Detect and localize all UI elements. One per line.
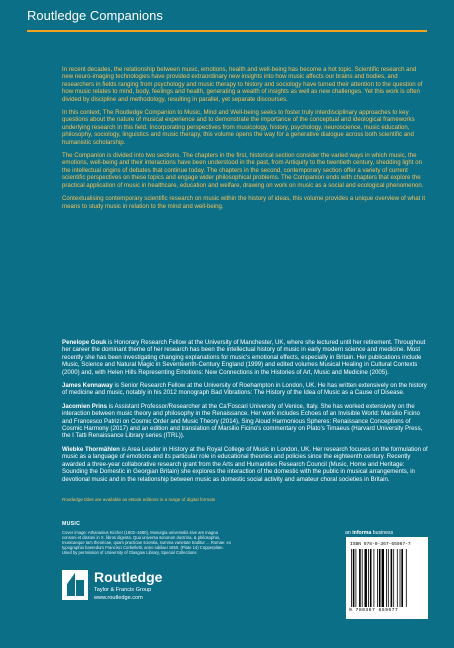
accent-rule (27, 30, 427, 32)
publisher-url[interactable]: www.routledge.com (94, 595, 143, 601)
blurb-paragraph: In recent decades, the relationship between music, emotions, health and well-being has become a hot topic. Scientific research and new neuro-imaging technologies have provided extraordinary new insights into how music affects our brains and bodies, and researchers in fields ranging from psychology and music therapy to history and sociology have turned their attention to the question of how music relates to mind, body, feelings and health, generating a wealth of insights as well as new challenges. Yet this work is often divided by discipline and methodology, resulting in parallel, yet separate discourses. (62, 66, 423, 103)
barcode-bar (379, 549, 381, 607)
barcode-bar (397, 549, 398, 607)
barcode-bar (386, 549, 387, 607)
barcode-bar (393, 549, 394, 607)
routledge-tower-icon (62, 570, 88, 600)
editor-bio (62, 382, 428, 397)
barcode-bar (382, 549, 384, 607)
editor-bio-text: is Area Leader in History at the Royal College of Music in London, UK. Her research focuses on the formulation of music as a language of emotions and its particular role in educational theories and policies since the eighteenth century. Recently awarded a three-year collaborative research grant from the Arts and Humanities Research Council (Music, Home and Heritage: Sounding the Domestic in Georgian Britain) she explores the interaction of the domestic with the public in musical arrangements, in devotional music and in the relationship between music as domestic social activity and amateur choral societies in Britain. (62, 445, 428, 483)
editor-name: Wiebke Thormählen (62, 445, 120, 453)
editor-bio (62, 339, 428, 376)
cover-image-credit: Cover image: Athanasius Kircher (1602–1680), Musurgia universalis sive ars magna consoni et dissoni in X. libros digesta. Qua universa sonorum doctrina, & philosophia, musicaeque tam theoricae, quam practicae scientia, summa varietate traditur ... Romae: ex typographia haeredum Francisci Corbelletti, anno iubilaei 1650. (Plate 14) Copperplate. Used by permission of University of Glasgow Library, Special Collections (62, 530, 231, 555)
informa-tagline: an informa business (345, 530, 394, 536)
blurb-paragraph: Contextualising contemporary scientific research on music within the history of ideas, this volume provides a unique overview of what it means to study music in relation to the mind and well-being. (62, 195, 426, 210)
editor-bios (62, 339, 428, 489)
series-title: Routledge Companions (27, 8, 163, 23)
isbn-label: ISBN 978-0-367-65967-7 (350, 542, 411, 547)
publisher-name: Routledge (94, 569, 163, 585)
subject-category: MUSIC (62, 521, 81, 527)
publisher-group: Taylor & Francis Group (94, 587, 152, 593)
blurb-paragraph: In this context, The Routledge Companion to Music, Mind and Well-being seeks to foster truly interdisciplinary approaches to key questions about the nature of musical experience and to demonstrate the importance of the conceptual and ideological frameworks underlying research in this field. Incorporating perspectives from musicology, history, psychology, neuroscience, music education, philosophy, sociology, linguistics and music therapy, this volume opens the way for a generative dialogue across both scientific and humanistic scholarship. (62, 109, 415, 146)
barcode-bar (359, 549, 361, 607)
editor-bio (62, 403, 428, 440)
barcode-bar (374, 549, 375, 607)
barcode-bar (356, 549, 357, 607)
barcode-bar (365, 549, 367, 607)
editor-name: James Kennaway (62, 382, 113, 390)
ebook-note: Routledge titles are available as eBook editions in a range of digital formats (62, 497, 216, 502)
barcode-bar (401, 549, 403, 607)
barcode-bar (351, 549, 352, 607)
informa-brand: informa (352, 530, 372, 536)
barcode-bars (351, 549, 423, 607)
barcode-bar (362, 549, 363, 607)
editor-bio (62, 446, 428, 483)
blurb-paragraph: The Companion is divided into two sections. The chapters in the first, historical section consider the varied ways in which music, the emotions, well-being and their interactions have been understood in the past, from Antiquity to the twentieth century, shedding light on the intellectual origins of debates that continue today. The chapters in the second, contemporary section offer a variety of current scientific perspectives on these topics and engage wider philosophical problems. The Companion ends with chapters that explore the practical application of music in healthcare, education and welfare, drawing on work on music as a social and ecological phenomenon. (62, 152, 424, 189)
barcode-bar (377, 549, 378, 607)
isbn-barcode (346, 537, 428, 619)
barcode-bar (400, 549, 401, 607)
book-description (62, 66, 428, 216)
barcode-bar (406, 549, 407, 607)
barcode-bar (391, 549, 393, 607)
barcode-bar (370, 549, 372, 607)
barcode-digits: 9 780367 659677 (349, 608, 399, 613)
editor-bio-text: is Honorary Research Fellow at the University of Manchester, UK, where she lectured until her retirement. Throughout her career the dominant theme of her research has been the intellectual history of music in early modern science and medicine. Most recently she has been investigating changing explanations for music's emotional effects, especially in Britain. Her publications include Music, Science and Natural Magic in Seventeenth-Century England (1999) and edited volumes Musical Healing in Cultural Contexts (2000) and, with Helen Hills Representing Emotions: New Connections in the Histories of Art, Music and Medicine (2005). (62, 339, 426, 376)
editor-bio-text: is Senior Research Fellow at the University of Roehampton in London, UK. He has written extensively on the history of medicine and music, notably in his 2012 monograph Bad Vibrations: The History of the Idea of Music as a Cause of Disease. (62, 382, 427, 397)
editor-name: Penelope Gouk (62, 339, 107, 346)
publisher-logo (62, 568, 212, 608)
barcode-bar (388, 549, 389, 607)
barcode-bar (368, 549, 369, 607)
editor-bio-text: is Assistant Professor/Researcher at the Ca'Foscari University of Venice, Italy. She has worked extensively on the interaction between music theory and philosophy in the Renaissance. Her work includes Echoes of an Invisible World: Marsilio Ficino and Francesco Patrizi on Cosmic Order and Music Theory (2014), Sing Aloud Harmonious Spheres: Renaissance Conceptions of Cosmic Harmony (2017) and an edition and translation of Marsilio Ficino's commentary on Plato's Timaeus (Harvard University Press, the I Tatti Renaissance Library series (ITRL)). (62, 402, 423, 440)
editor-name: Jacomien Prins (62, 402, 108, 410)
barcode-bar (353, 549, 355, 607)
